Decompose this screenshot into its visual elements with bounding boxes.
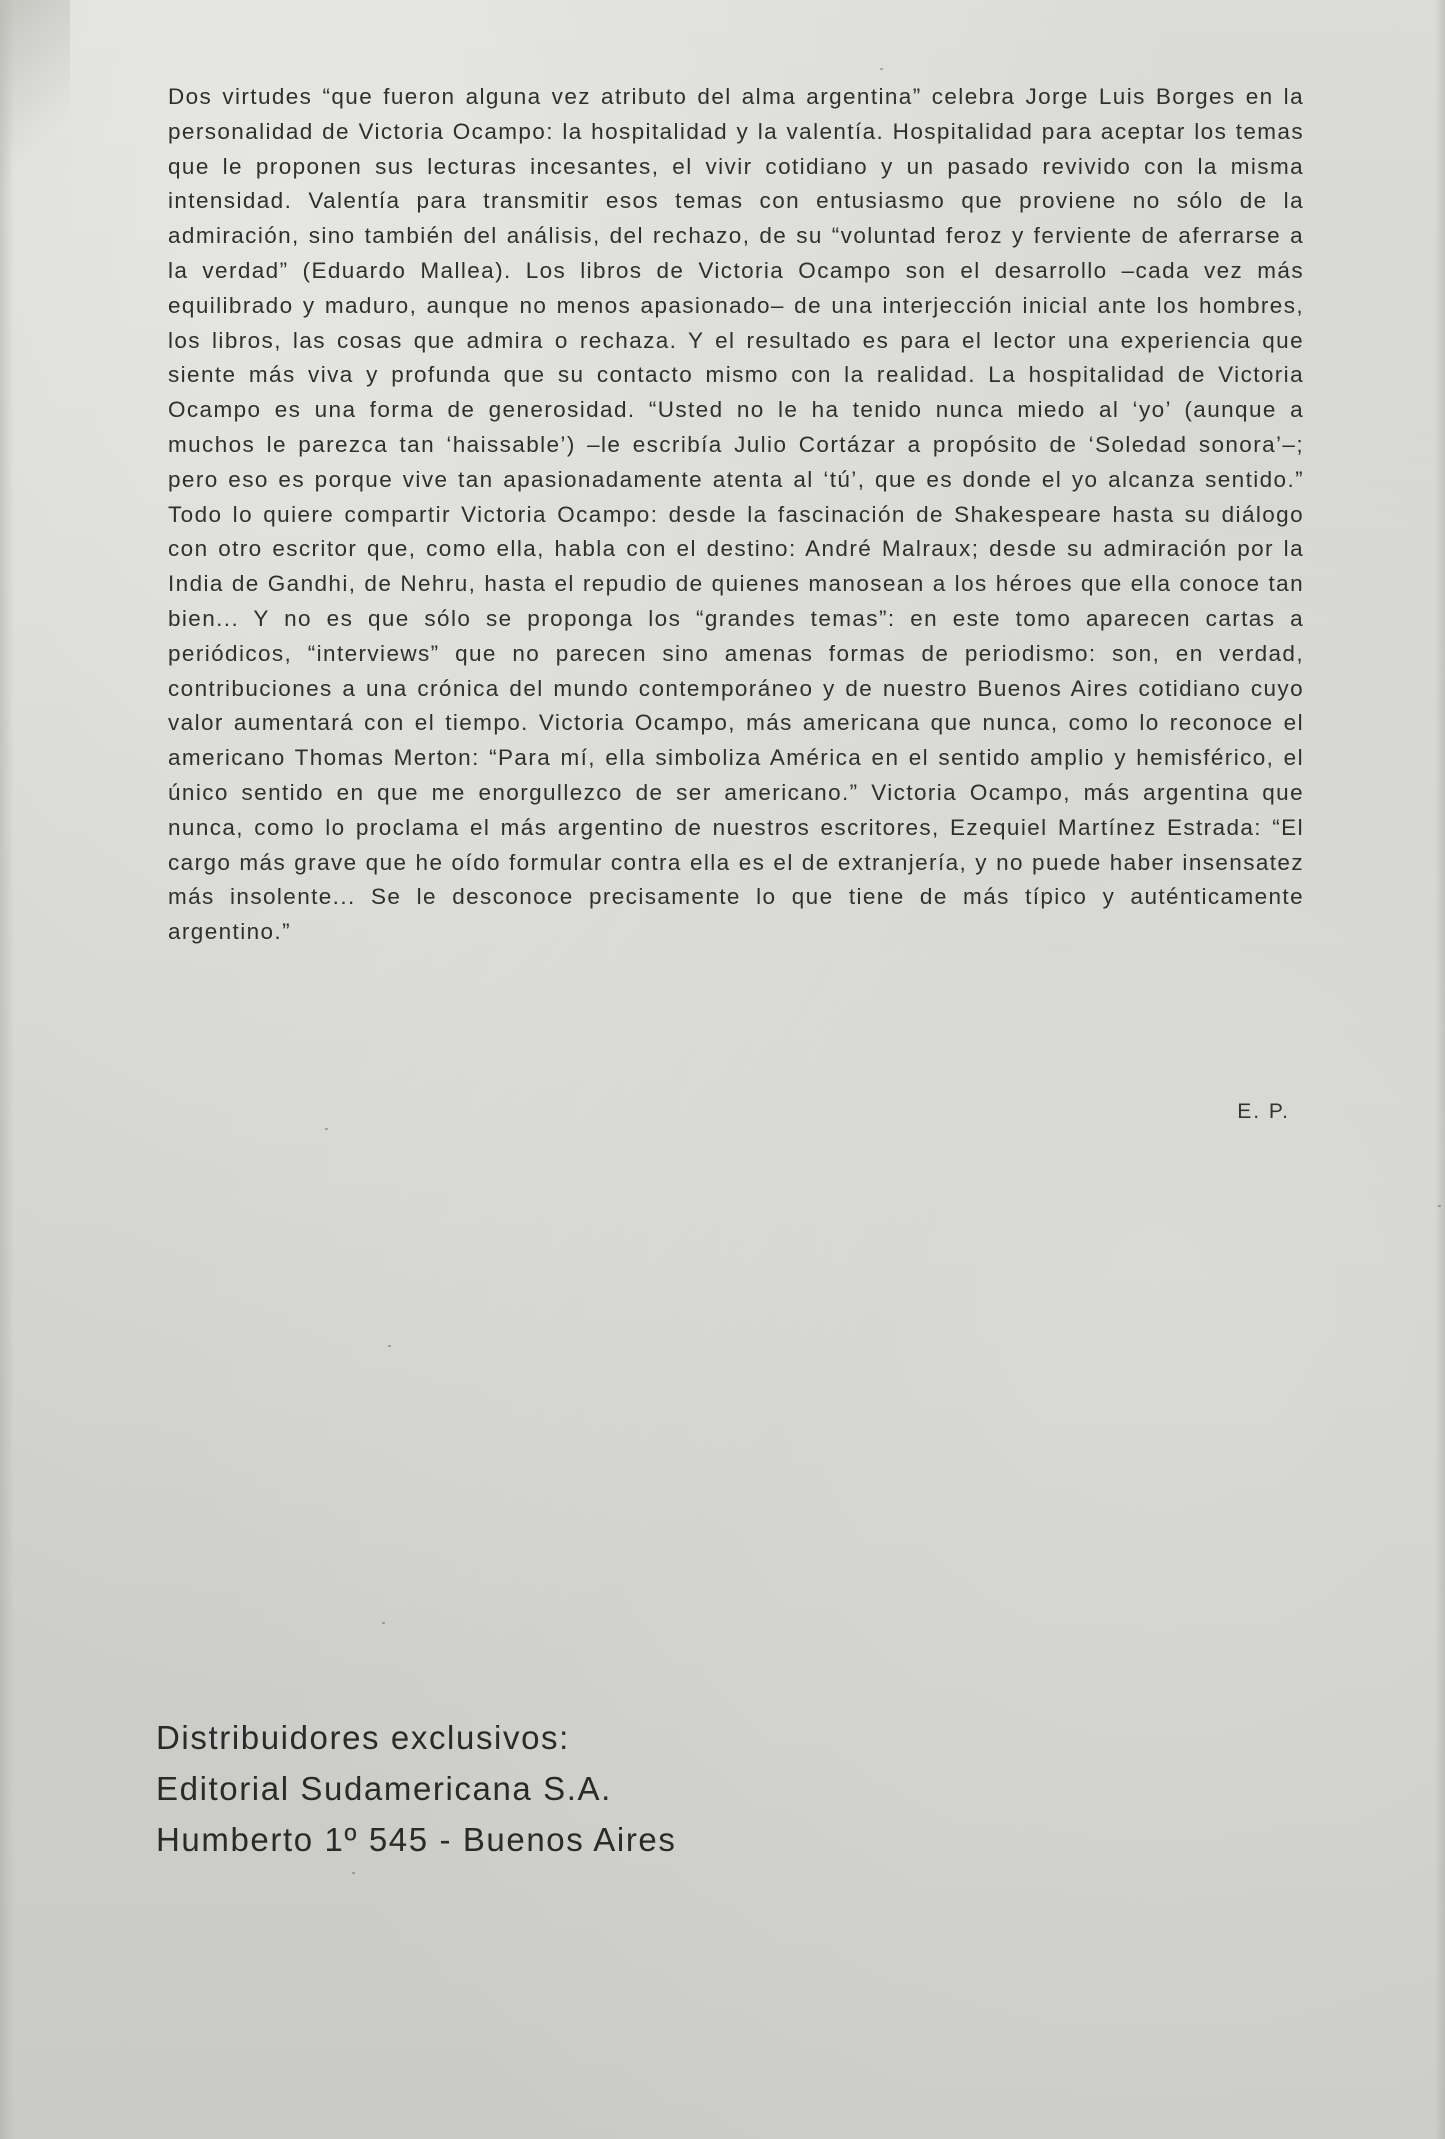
author-initials: E. P. bbox=[1237, 1100, 1290, 1123]
paper-speck bbox=[1438, 1205, 1441, 1207]
page-edge-shadow-right bbox=[1435, 0, 1445, 2139]
page-edge-shadow bbox=[0, 0, 14, 2139]
back-cover-blurb bbox=[168, 80, 1304, 950]
page-corner-wear bbox=[0, 0, 70, 200]
publisher-address: Humberto 1º 545 - Buenos Aires bbox=[156, 1821, 677, 1858]
paper-speck bbox=[388, 1345, 391, 1347]
distributors-block bbox=[156, 1712, 676, 1865]
distributors-heading: Distribuidores exclusivos: bbox=[156, 1719, 570, 1756]
paper-speck bbox=[325, 1128, 328, 1130]
paper-speck bbox=[352, 1872, 355, 1874]
publisher-name: Editorial Sudamericana S.A. bbox=[156, 1770, 612, 1807]
paper-speck bbox=[382, 1622, 385, 1624]
paper-speck bbox=[880, 68, 883, 70]
blurb-paragraph: Dos virtudes “que fueron alguna vez atributo del alma argentina” celebra Jorge Luis Borges en la personalidad de Victoria Ocampo: la hospitalidad y la valentía. Hospitalidad para aceptar los temas que le proponen sus lecturas incesantes, el vivir cotidiano y un pasado revivido con la misma intensidad. Valentía para transmitir esos temas con entusiasmo que proviene no sólo de la admiración, sino también del análisis, del rechazo, de su “voluntad feroz y ferviente de aferrarse a la verdad” (Eduardo Mallea). Los libros de Victoria Ocampo son el desarrollo –cada vez más equilibrado y maduro, aunque no menos apasionado– de una interjección inicial ante los hombres, los libros, las cosas que admira o rechaza. Y el resultado es para el lector una experiencia que siente más viva y profunda que su contacto mismo con la realidad. La hospitalidad de Victoria Ocampo es una forma de generosidad. “Usted no le ha tenido nunca miedo al ‘yo’ (aunque a muchos le parezca tan ‘haissable’) –le escribía Julio Cortázar a propósito de ‘Soledad sonora’–; pero eso es porque vive tan apasionadamente atenta al ‘tú’, que es donde el yo alcanza sentido.” Todo lo quiere compartir Victoria Ocampo: desde la fascinación de Shakespeare hasta su diálogo con otro escritor que, como ella, habla con el destino: André Malraux; desde su admiración por la India de Gandhi, de Nehru, hasta el repudio de quienes manosean a los héroes que ella conoce tan bien... Y no es que sólo se proponga los “grandes temas”: en este tomo aparecen cartas a periódicos, “interviews” que no parecen sino amenas formas de periodismo: son, en verdad, contribuciones a una crónica del mundo contemporáneo y de nuestro Buenos Aires cotidiano cuyo valor aumentará con el tiempo. Victoria Ocampo, más americana que nunca, como lo reconoce el americano Thomas Merton: “Para mí, ella simboliza América en el sentido amplio y hemisférico, el único sentido en que me enorgullezco de ser americano.” Victoria Ocampo, más argentina que nunca, como lo proclama el más argentino de nuestros escritores, Ezequiel Martínez Estrada: “El cargo más grave que he oído formular contra ella es el de extranjería, y no puede haber insensatez más insolente... Se le desconoce precisamente lo que tiene de más típico y auténticamente argentino.” bbox=[168, 84, 1304, 945]
